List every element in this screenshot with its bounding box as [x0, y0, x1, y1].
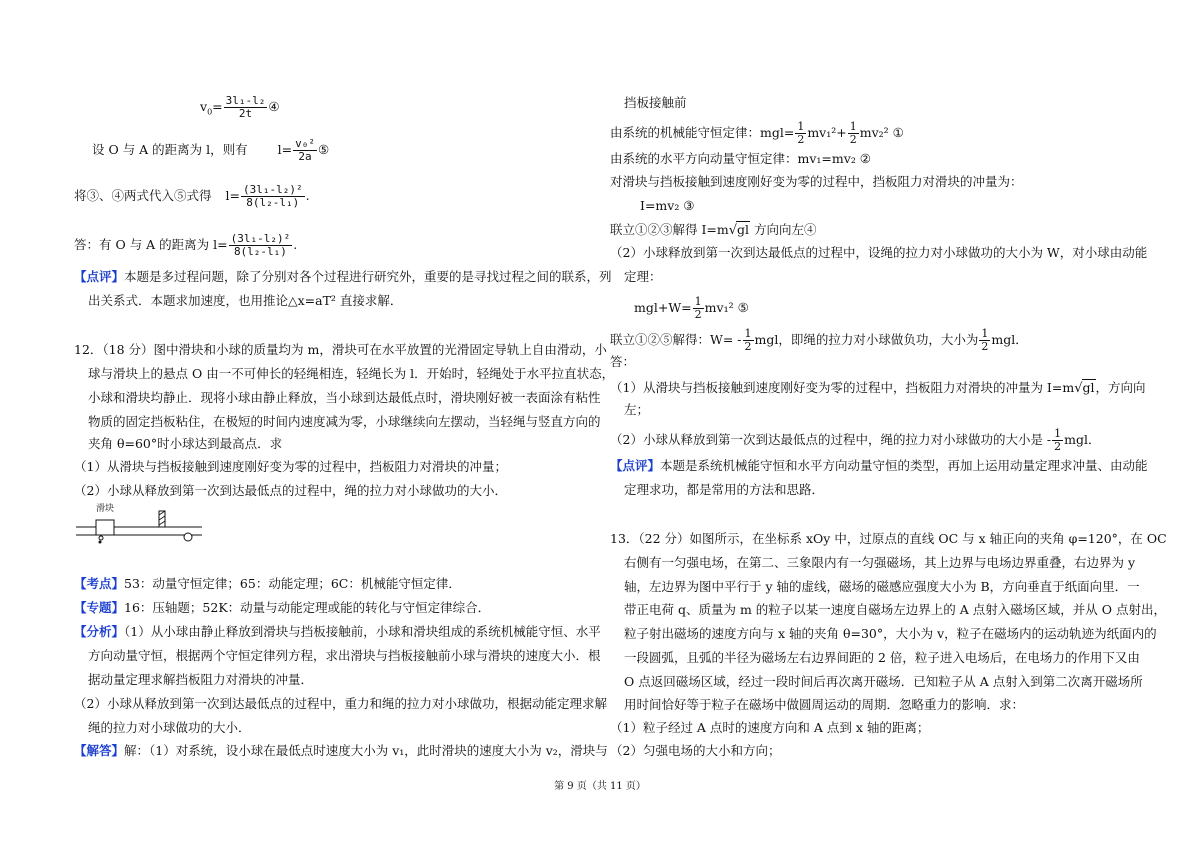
r-comment-2: 定理求功，都是常用的方法和思路． — [624, 482, 825, 497]
q12-line-2: 球与滑块上的悬点 O 由一不可伸长的轻绳相连，轻绳长为 l．开始时，轻绳处于水平拉直状态， — [88, 366, 615, 381]
q13-line-3: 轴，左边界为图中平行于 y 轴的虚线，磁场的磁感应强度大小为 B，方向垂直于纸面向里．一 — [624, 579, 1140, 594]
q13-sub-1: （1）粒子经过 A 点时的速度方向和 A 点到 x 轴的距离； — [610, 720, 930, 735]
r-answer-1-cont: 左； — [624, 402, 650, 417]
figure-label-slider: 滑块 — [96, 504, 115, 514]
fenxi-line-3: 据动量定理求解挡板阻力对滑块的冲量． — [88, 672, 314, 687]
fenxi-line-5: 绳的拉力对小球做功的大小． — [88, 720, 251, 735]
r-momentum: 由系统的水平方向动量守恒定律：mv₁=mv₂ ② — [610, 151, 872, 166]
q12-sub-1: （1）从滑块与挡板接触到速度刚好变为零的过程中，挡板阻力对滑块的冲量； — [74, 459, 507, 474]
zhuanti-line: 【专题】16：压轴题；52K：动量与动能定理或能的转化与守恒定律综合． — [74, 600, 491, 615]
q13-line-4: 带正电荷 q、质量为 m 的粒子以某一速度自磁场左边界上的 A 点射入磁场区域，并从 O 点射出， — [624, 602, 1166, 617]
r-solve-impulse: 联立①②③解得 I=m√gl 方向向左④ — [610, 222, 817, 238]
q13-line-7: O 点返回磁场区域，经过一段时间后再次离开磁场．已知粒子从 A 点射入到第二次离开磁场所 — [624, 674, 1143, 689]
fenxi-line-1: 【分析】（1）从小球由静止释放到滑块与挡板接触前，小球和滑块组成的系统机械能守恒、水平 — [74, 624, 601, 639]
r-line-1: 挡板接触前 — [624, 95, 687, 110]
q13-line-1: 13．（22 分）如图所示，在坐标系 xOy 中，过原点的直线 OC 与 x 轴正向的夹角 φ=120°，在 OC — [610, 531, 1167, 546]
r-solve-work: 联立①②⑤解得：W= - $\frac{1}{2}$ mgl，即绳的拉力对小球做负功，大小为 $\frac{1}{2}$ mgl． — [610, 327, 1028, 353]
r-energy-conservation: 由系统的机械能守恒定律：mgl= $\frac{1}{2}$ mv₁²+ $\frac{1}{2}$ mv₂² ① — [610, 120, 904, 146]
r-answer-1: （1）从滑块与挡板接触到速度刚好变为零的过程中，挡板阻力对滑块的冲量为 I=m√gl，方向向 — [610, 380, 1146, 396]
q13-sub-2: （2）匀强电场的大小和方向； — [610, 743, 781, 758]
comment-line-1: 【点评】本题是多过程问题，除了分别对各个过程进行研究外，重要的是寻找过程之间的联系，列 — [74, 269, 612, 284]
formula-substitution: 将③、④两式代入⑤式得 l= $\frac{\text{(3l₁-l₂)²}}{\text{8(l₂-l₁)}}$ . — [74, 183, 310, 209]
r-part2-intro: （2）小球释放到第一次到达最低点的过程中，设绳的拉力对小球做功的大小为 W，对小球由动能 — [610, 245, 1148, 260]
q13-line-6: 一段圆弧，且弧的半径为磁场左右边界间距的 2 倍，粒子进入电场后，在电场力的作用下又由 — [624, 650, 1140, 665]
r-impulse-intro: 对滑块与挡板接触到速度刚好变为零的过程中，挡板阻力对滑块的冲量为： — [610, 174, 1023, 189]
q12-sub-2: （2）小球从释放到第一次到达最低点的过程中，绳的拉力对小球做功的大小． — [74, 483, 507, 498]
fenxi-line-2: 方向动量守恒，根据两个守恒定律列方程，求出滑块与挡板接触前小球与滑块的速度大小．根 — [88, 648, 601, 663]
slider-ball-figure — [74, 505, 204, 550]
q12-line-3: 小球和滑块均静止．现将小球由静止释放，当小球到达最低点时，滑块刚好被一表面涂有粘性 — [88, 390, 601, 405]
kaodian-line: 【考点】53：动量守恒定律；65：动能定理；6C：机械能守恒定律． — [74, 576, 461, 591]
answer-line: 答：有 O 与 A 的距离为 l= $\frac{\text{(3l₁-l₂)²}}{\text{8(l₂-l₁)}}$ . — [74, 232, 298, 258]
formula-l-text: 设 O 与 A 的距离为 l，则有 l= $\frac{\text{v₀²}}{2a}$ ⑤ — [92, 137, 330, 163]
q12-line-1: 12．（18 分）图中滑块和小球的质量均为 m，滑块可在水平放置的光滑固定导轨上自由滑动，小 — [74, 342, 607, 357]
page-footer: 第 9 页（共 11 页） — [554, 781, 646, 792]
comment-line-2: 出关系式．本题求加速度，也用推论△x=aT² 直接求解． — [88, 293, 403, 308]
r-part2-theorem: 定理： — [624, 269, 662, 284]
r-comment-1: 【点评】本题是系统机械能守恒和水平方向动量守恒的类型，再加上运用动量定理求冲量、由动能 — [610, 458, 1148, 473]
r-answer-2: （2）小球从释放到第一次到达最低点的过程中，绳的拉力对小球做功的大小是 - $\frac{1}{2}$ mgl． — [610, 427, 1101, 453]
q13-line-2: 右侧有一匀强电场，在第二、三象限内有一匀强磁场，其上边界与电场边界重叠，右边界为 y — [624, 555, 1136, 570]
q12-line-4: 物质的固定挡板粘住，在极短的时间内速度减为零，小球继续向左摆动，当轻绳与竖直方向的 — [88, 414, 601, 429]
r-impulse-eq: I=mv₂ ③ — [640, 198, 695, 213]
r-work-energy: mgl+W= $\frac{1}{2}$ mv₁² ⑤ — [634, 295, 749, 321]
q13-line-8: 用时间恰好等于粒子在磁场中做圆周运动的周期．忽略重力的影响．求： — [624, 697, 1025, 712]
jieda-line: 【解答】解：（1）对系统，设小球在最低点时速度大小为 v₁，此时滑块的速度大小为 v₂，滑块与 — [74, 743, 608, 758]
r-answer-label: 答： — [610, 354, 636, 369]
q13-line-5: 粒子射出磁场的速度方向与 x 轴的夹角 θ=30°，大小为 v，粒子在磁场内的运动轨迹为纸面内的 — [624, 626, 1157, 641]
q12-line-5: 夹角 θ=60°时小球达到最高点．求 — [88, 436, 283, 451]
fenxi-line-4: （2）小球从释放到第一次到达最低点的过程中，重力和绳的拉力对小球做功，根据动能定理求解 — [74, 696, 607, 711]
formula-v0: $v_0=$ $\frac{\text{3l₁-l₂}}{2t}$ ④ — [200, 94, 280, 120]
